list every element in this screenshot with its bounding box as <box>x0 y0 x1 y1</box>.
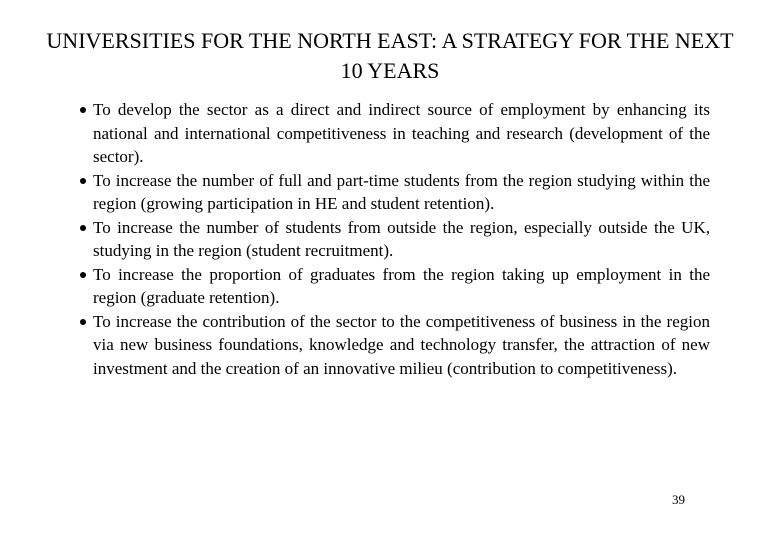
bullet-item: To increase the number of full and part-time students from the region studying within the region (growing participation in HE and student retention). <box>93 169 710 216</box>
bullet-list <box>93 98 710 380</box>
bullet-item: To develop the sector as a direct and indirect source of employment by enhancing its national and international competitiveness in teaching and research (development of the sector). <box>93 98 710 169</box>
bullet-item: To increase the number of students from outside the region, especially outside the UK, studying in the region (student recruitment). <box>93 216 710 263</box>
page-title: UNIVERSITIES FOR THE NORTH EAST: A STRATEGY FOR THE NEXT 10 YEARS <box>46 28 734 83</box>
bullet-item: To increase the contribution of the sector to the competitiveness of business in the region via new business foundations, knowledge and technology transfer, the attraction of new investment and the creation of an innovative milieu (contribution to competitiveness). <box>93 310 710 381</box>
page-number: 39 <box>672 492 685 507</box>
bullet-item: To increase the proportion of graduates from the region taking up employment in the region (graduate retention). <box>93 263 710 310</box>
